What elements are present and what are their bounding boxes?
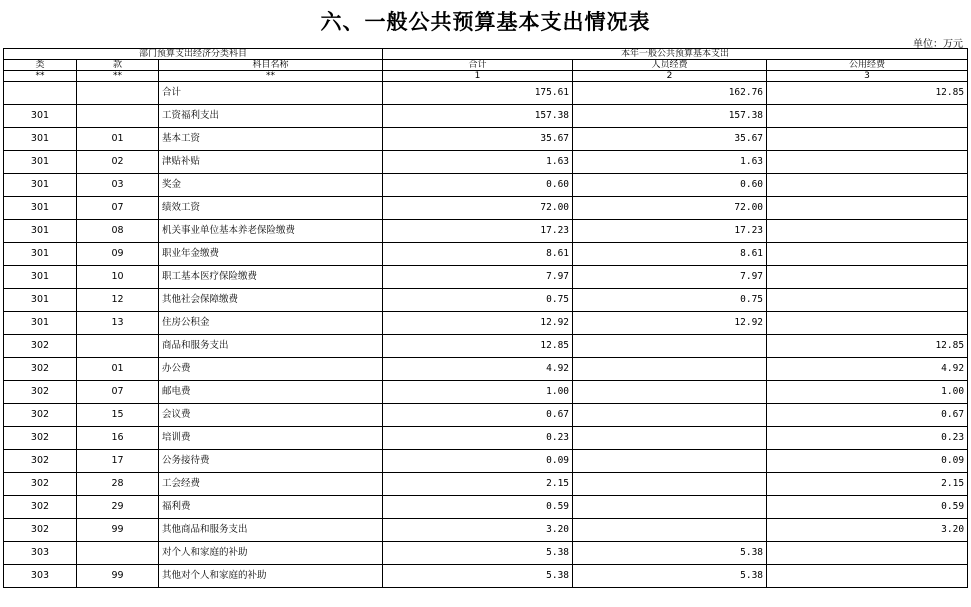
header-lei: 类 bbox=[4, 60, 77, 71]
cell-total: 0.59 bbox=[383, 496, 573, 519]
cell-total: 3.20 bbox=[383, 519, 573, 542]
cell-public bbox=[767, 542, 968, 565]
cell-total: 4.92 bbox=[383, 358, 573, 381]
cell-name: 其他对个人和家庭的补助 bbox=[159, 565, 383, 588]
cell-lei: 302 bbox=[4, 381, 77, 404]
cell-lei: 301 bbox=[4, 266, 77, 289]
cell-name: 津贴补贴 bbox=[159, 151, 383, 174]
cell-total: 5.38 bbox=[383, 542, 573, 565]
cell-public: 3.20 bbox=[767, 519, 968, 542]
cell-personnel bbox=[573, 496, 767, 519]
cell-personnel bbox=[573, 519, 767, 542]
page-title: 六、一般公共预算基本支出情况表 bbox=[320, 9, 651, 34]
cell-kuan: 28 bbox=[77, 473, 159, 496]
mark-kuan: ** bbox=[77, 71, 159, 82]
table-row bbox=[4, 565, 968, 588]
cell-lei: 302 bbox=[4, 450, 77, 473]
header-column-row bbox=[4, 60, 968, 71]
cell-personnel: 72.00 bbox=[573, 197, 767, 220]
index-total: 1 bbox=[383, 71, 573, 82]
cell-lei: 301 bbox=[4, 174, 77, 197]
cell-personnel: 7.97 bbox=[573, 266, 767, 289]
cell-lei: 301 bbox=[4, 151, 77, 174]
cell-personnel: 157.38 bbox=[573, 105, 767, 128]
cell-name: 奖金 bbox=[159, 174, 383, 197]
cell-kuan: 16 bbox=[77, 427, 159, 450]
cell-name: 其他商品和服务支出 bbox=[159, 519, 383, 542]
cell-kuan bbox=[77, 542, 159, 565]
cell-personnel bbox=[573, 358, 767, 381]
cell-personnel bbox=[573, 404, 767, 427]
table-row bbox=[4, 220, 968, 243]
table-row bbox=[4, 427, 968, 450]
cell-personnel: 12.92 bbox=[573, 312, 767, 335]
cell-total: 12.92 bbox=[383, 312, 573, 335]
unit-label: 单位：万元 bbox=[913, 39, 963, 50]
index-public: 3 bbox=[767, 71, 968, 82]
table-row bbox=[4, 519, 968, 542]
cell-personnel bbox=[573, 335, 767, 358]
cell-lei: 301 bbox=[4, 220, 77, 243]
table-row bbox=[4, 473, 968, 496]
cell-personnel: 162.76 bbox=[573, 82, 767, 105]
header-group-right: 本年一般公共预算基本支出 bbox=[383, 49, 968, 60]
cell-public bbox=[767, 128, 968, 151]
cell-total: 72.00 bbox=[383, 197, 573, 220]
cell-public: 12.85 bbox=[767, 82, 968, 105]
cell-name: 工资福利支出 bbox=[159, 105, 383, 128]
mark-lei: ** bbox=[4, 71, 77, 82]
cell-lei: 302 bbox=[4, 404, 77, 427]
cell-public: 0.67 bbox=[767, 404, 968, 427]
cell-public bbox=[767, 312, 968, 335]
table-row bbox=[4, 450, 968, 473]
cell-name: 商品和服务支出 bbox=[159, 335, 383, 358]
table-row bbox=[4, 128, 968, 151]
table-row bbox=[4, 289, 968, 312]
cell-personnel: 35.67 bbox=[573, 128, 767, 151]
cell-name: 培训费 bbox=[159, 427, 383, 450]
index-personnel: 2 bbox=[573, 71, 767, 82]
cell-total: 0.75 bbox=[383, 289, 573, 312]
cell-personnel: 5.38 bbox=[573, 565, 767, 588]
cell-kuan: 09 bbox=[77, 243, 159, 266]
cell-lei: 302 bbox=[4, 496, 77, 519]
cell-personnel: 8.61 bbox=[573, 243, 767, 266]
cell-kuan: 01 bbox=[77, 358, 159, 381]
table-row bbox=[4, 358, 968, 381]
table-row bbox=[4, 496, 968, 519]
cell-public: 0.59 bbox=[767, 496, 968, 519]
cell-name: 住房公积金 bbox=[159, 312, 383, 335]
mark-name: ** bbox=[159, 71, 383, 82]
cell-kuan bbox=[77, 105, 159, 128]
cell-lei: 302 bbox=[4, 427, 77, 450]
cell-name: 工会经费 bbox=[159, 473, 383, 496]
cell-personnel: 0.60 bbox=[573, 174, 767, 197]
cell-personnel: 5.38 bbox=[573, 542, 767, 565]
cell-kuan: 07 bbox=[77, 381, 159, 404]
cell-public bbox=[767, 243, 968, 266]
table-row bbox=[4, 381, 968, 404]
cell-kuan: 99 bbox=[77, 565, 159, 588]
cell-total: 17.23 bbox=[383, 220, 573, 243]
cell-lei: 302 bbox=[4, 335, 77, 358]
cell-total: 12.85 bbox=[383, 335, 573, 358]
cell-public bbox=[767, 266, 968, 289]
cell-lei: 302 bbox=[4, 519, 77, 542]
cell-kuan: 12 bbox=[77, 289, 159, 312]
cell-personnel bbox=[573, 450, 767, 473]
table-row bbox=[4, 151, 968, 174]
cell-public bbox=[767, 197, 968, 220]
cell-lei: 302 bbox=[4, 358, 77, 381]
cell-total: 1.00 bbox=[383, 381, 573, 404]
cell-total: 157.38 bbox=[383, 105, 573, 128]
cell-total: 1.63 bbox=[383, 151, 573, 174]
cell-kuan: 29 bbox=[77, 496, 159, 519]
cell-public: 4.92 bbox=[767, 358, 968, 381]
cell-kuan: 02 bbox=[77, 151, 159, 174]
header-index-row bbox=[4, 71, 968, 82]
cell-kuan: 10 bbox=[77, 266, 159, 289]
cell-lei: 301 bbox=[4, 197, 77, 220]
cell-public: 0.23 bbox=[767, 427, 968, 450]
header-personnel: 人员经费 bbox=[573, 60, 767, 71]
cell-name: 公务接待费 bbox=[159, 450, 383, 473]
cell-personnel: 0.75 bbox=[573, 289, 767, 312]
cell-total: 5.38 bbox=[383, 565, 573, 588]
cell-total: 0.67 bbox=[383, 404, 573, 427]
cell-total: 0.09 bbox=[383, 450, 573, 473]
cell-kuan bbox=[77, 82, 159, 105]
table-row bbox=[4, 542, 968, 565]
cell-lei: 301 bbox=[4, 243, 77, 266]
cell-total: 0.60 bbox=[383, 174, 573, 197]
cell-kuan: 08 bbox=[77, 220, 159, 243]
budget-table bbox=[3, 48, 968, 588]
cell-lei: 301 bbox=[4, 312, 77, 335]
table-row bbox=[4, 82, 968, 105]
cell-kuan: 99 bbox=[77, 519, 159, 542]
cell-personnel: 1.63 bbox=[573, 151, 767, 174]
table-row bbox=[4, 174, 968, 197]
cell-lei: 302 bbox=[4, 473, 77, 496]
cell-name: 对个人和家庭的补助 bbox=[159, 542, 383, 565]
cell-public bbox=[767, 105, 968, 128]
cell-total: 175.61 bbox=[383, 82, 573, 105]
table-row bbox=[4, 335, 968, 358]
cell-name: 福利费 bbox=[159, 496, 383, 519]
cell-public bbox=[767, 565, 968, 588]
header-name: 科目名称 bbox=[159, 60, 383, 71]
cell-lei: 303 bbox=[4, 565, 77, 588]
cell-public: 12.85 bbox=[767, 335, 968, 358]
cell-public bbox=[767, 220, 968, 243]
cell-name: 邮电费 bbox=[159, 381, 383, 404]
cell-public: 1.00 bbox=[767, 381, 968, 404]
cell-total: 2.15 bbox=[383, 473, 573, 496]
cell-kuan: 07 bbox=[77, 197, 159, 220]
cell-name: 职业年金缴费 bbox=[159, 243, 383, 266]
cell-name: 办公费 bbox=[159, 358, 383, 381]
cell-total: 7.97 bbox=[383, 266, 573, 289]
header-group-left: 部门预算支出经济分类科目 bbox=[4, 49, 383, 60]
cell-kuan: 15 bbox=[77, 404, 159, 427]
cell-lei: 301 bbox=[4, 128, 77, 151]
cell-name: 其他社会保障缴费 bbox=[159, 289, 383, 312]
cell-personnel bbox=[573, 473, 767, 496]
cell-kuan: 17 bbox=[77, 450, 159, 473]
header-total: 合计 bbox=[383, 60, 573, 71]
cell-total: 0.23 bbox=[383, 427, 573, 450]
cell-name: 会议费 bbox=[159, 404, 383, 427]
cell-lei bbox=[4, 82, 77, 105]
cell-lei: 301 bbox=[4, 289, 77, 312]
header-kuan: 款 bbox=[77, 60, 159, 71]
header-group-row bbox=[4, 49, 968, 60]
header-public: 公用经费 bbox=[767, 60, 968, 71]
cell-public bbox=[767, 289, 968, 312]
cell-lei: 301 bbox=[4, 105, 77, 128]
cell-name: 机关事业单位基本养老保险缴费 bbox=[159, 220, 383, 243]
cell-name: 绩效工资 bbox=[159, 197, 383, 220]
table-row bbox=[4, 197, 968, 220]
cell-kuan: 01 bbox=[77, 128, 159, 151]
table-row bbox=[4, 312, 968, 335]
table-row bbox=[4, 404, 968, 427]
cell-public bbox=[767, 151, 968, 174]
cell-total: 8.61 bbox=[383, 243, 573, 266]
cell-total: 35.67 bbox=[383, 128, 573, 151]
cell-lei: 303 bbox=[4, 542, 77, 565]
cell-kuan: 03 bbox=[77, 174, 159, 197]
cell-public: 0.09 bbox=[767, 450, 968, 473]
cell-name: 合计 bbox=[159, 82, 383, 105]
cell-name: 职工基本医疗保险缴费 bbox=[159, 266, 383, 289]
cell-name: 基本工资 bbox=[159, 128, 383, 151]
cell-kuan bbox=[77, 335, 159, 358]
cell-personnel bbox=[573, 427, 767, 450]
table-row bbox=[4, 243, 968, 266]
cell-personnel: 17.23 bbox=[573, 220, 767, 243]
cell-public: 2.15 bbox=[767, 473, 968, 496]
cell-personnel bbox=[573, 381, 767, 404]
cell-kuan: 13 bbox=[77, 312, 159, 335]
cell-public bbox=[767, 174, 968, 197]
table-row bbox=[4, 105, 968, 128]
table-row bbox=[4, 266, 968, 289]
